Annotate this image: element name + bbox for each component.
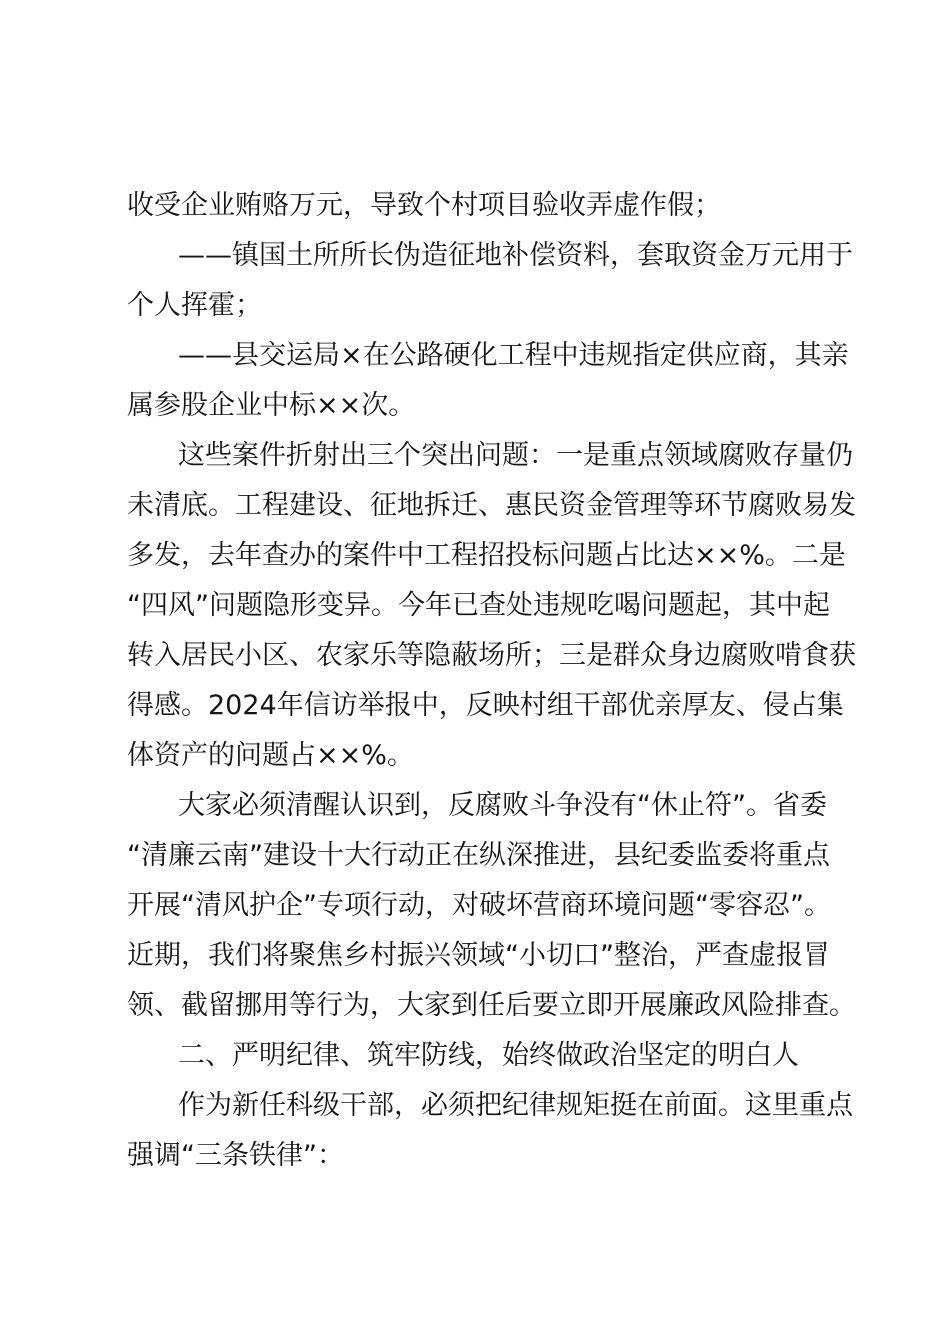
paragraph-line: 转入居民小区、农家乐等隐蔽场所；三是群众身边腐败啃食获 bbox=[127, 640, 856, 671]
paragraph-line: 未清底。工程建设、征地拆迁、惠民资金管理等环节腐败易发 bbox=[127, 490, 856, 521]
paragraph-line: 作为新任科级干部，必须把纪律规矩挺在前面。这里重点 bbox=[178, 1090, 853, 1121]
paragraph-line: 收受企业贿赂万元，导致个村项目验收弄虚作假； bbox=[127, 190, 721, 221]
paragraph-line: “清廉云南”建设十大行动正在纵深推进，县纪委监委将重点 bbox=[127, 840, 830, 871]
paragraph-line: 得感。2024年信访举报中，反映村组干部优亲厚友、侵占集 bbox=[127, 690, 844, 721]
paragraph-line: ——县交运局×在公路硬化工程中违规指定供应商，其亲 bbox=[178, 340, 849, 371]
paragraph-line: 这些案件折射出三个突出问题：一是重点领域腐败存量仍 bbox=[178, 440, 853, 471]
paragraph-line: 属参股企业中标××次。 bbox=[127, 390, 416, 421]
paragraph-line: ——镇国土所所长伪造征地补偿资料，套取资金万元用于 bbox=[178, 240, 853, 271]
paragraph-line: 近期，我们将聚焦乡村振兴领域“小切口”整治，严查虚报冒 bbox=[127, 940, 830, 971]
paragraph-line: “四风”问题隐形变异。今年已查处违规吃喝问题起，其中起 bbox=[127, 590, 830, 621]
section-heading: 二、严明纪律、筑牢防线，始终做政治坚定的明白人 bbox=[178, 1040, 799, 1071]
paragraph-line: 领、截留挪用等行为，大家到任后要立即开展廉政风险排查。 bbox=[127, 990, 856, 1021]
paragraph-line: 体资产的问题占××%。 bbox=[127, 740, 414, 771]
paragraph-line: 多发，去年查办的案件中工程招投标问题占比达××%。二是 bbox=[127, 540, 846, 571]
paragraph-line: 大家必须清醒认识到，反腐败斗争没有“休止符”。省委 bbox=[178, 790, 827, 821]
paragraph-line: 开展“清风护企”专项行动，对破坏营商环境问题“零容忍”。 bbox=[127, 890, 831, 921]
paragraph-line: 强调“三条铁律”： bbox=[127, 1140, 344, 1171]
paragraph-line: 个人挥霍； bbox=[127, 290, 262, 321]
